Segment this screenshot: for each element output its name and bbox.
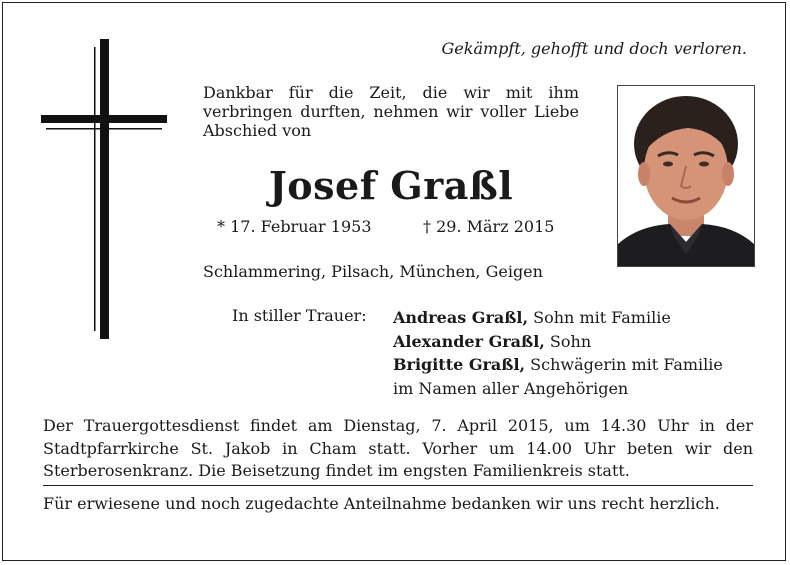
motto: Gekämpft, gehofft und doch verloren.: [441, 39, 747, 58]
intro-text: Dankbar für die Zeit, die wir mit ihm verbringen durften, nehmen wir voller Liebe Abschied von: [203, 83, 579, 140]
mourning-label: In stiller Trauer:: [232, 306, 367, 325]
divider: [43, 485, 753, 486]
mourner-relation: Schwägerin mit Familie: [525, 355, 723, 374]
mourners-list: [393, 306, 723, 400]
mourning-closing: im Namen aller Angehörigen: [393, 378, 629, 398]
portrait-photo: [617, 85, 755, 267]
mourner-relation: Sohn: [544, 331, 592, 351]
mourner-relation: Sohn mit Familie: [528, 308, 671, 327]
thanks-text: Für erwiesene und noch zugedachte Anteilnahme bedanken wir uns recht herzlich.: [43, 494, 720, 513]
mourner-line: [393, 330, 723, 354]
death-date: † 29. März 2015: [423, 217, 555, 236]
cross-icon: [41, 39, 167, 339]
mourner-name: Alexander Graßl,: [393, 331, 545, 351]
mourner-name: Brigitte Graßl,: [393, 355, 526, 374]
places-line: Schlammering, Pilsach, München, Geigen: [203, 262, 543, 281]
mourner-line: [393, 306, 723, 330]
mourner-line: [393, 353, 723, 377]
service-text: Der Trauergottesdienst findet am Dienstag, 7. April 2015, um 14.30 Uhr in der Stadtpfarrkirche St. Jakob in Cham statt. Vorher um 14.00 Uhr beten wir den Sterberosenkranz. Die Beisetzung findet im engsten Familienkreis statt.: [43, 416, 753, 480]
mourner-name: Andreas Graßl,: [393, 308, 529, 327]
deceased-name: Josef Graßl: [268, 163, 514, 208]
obituary-card: [2, 2, 786, 561]
birth-date: * 17. Februar 1953: [217, 217, 372, 236]
